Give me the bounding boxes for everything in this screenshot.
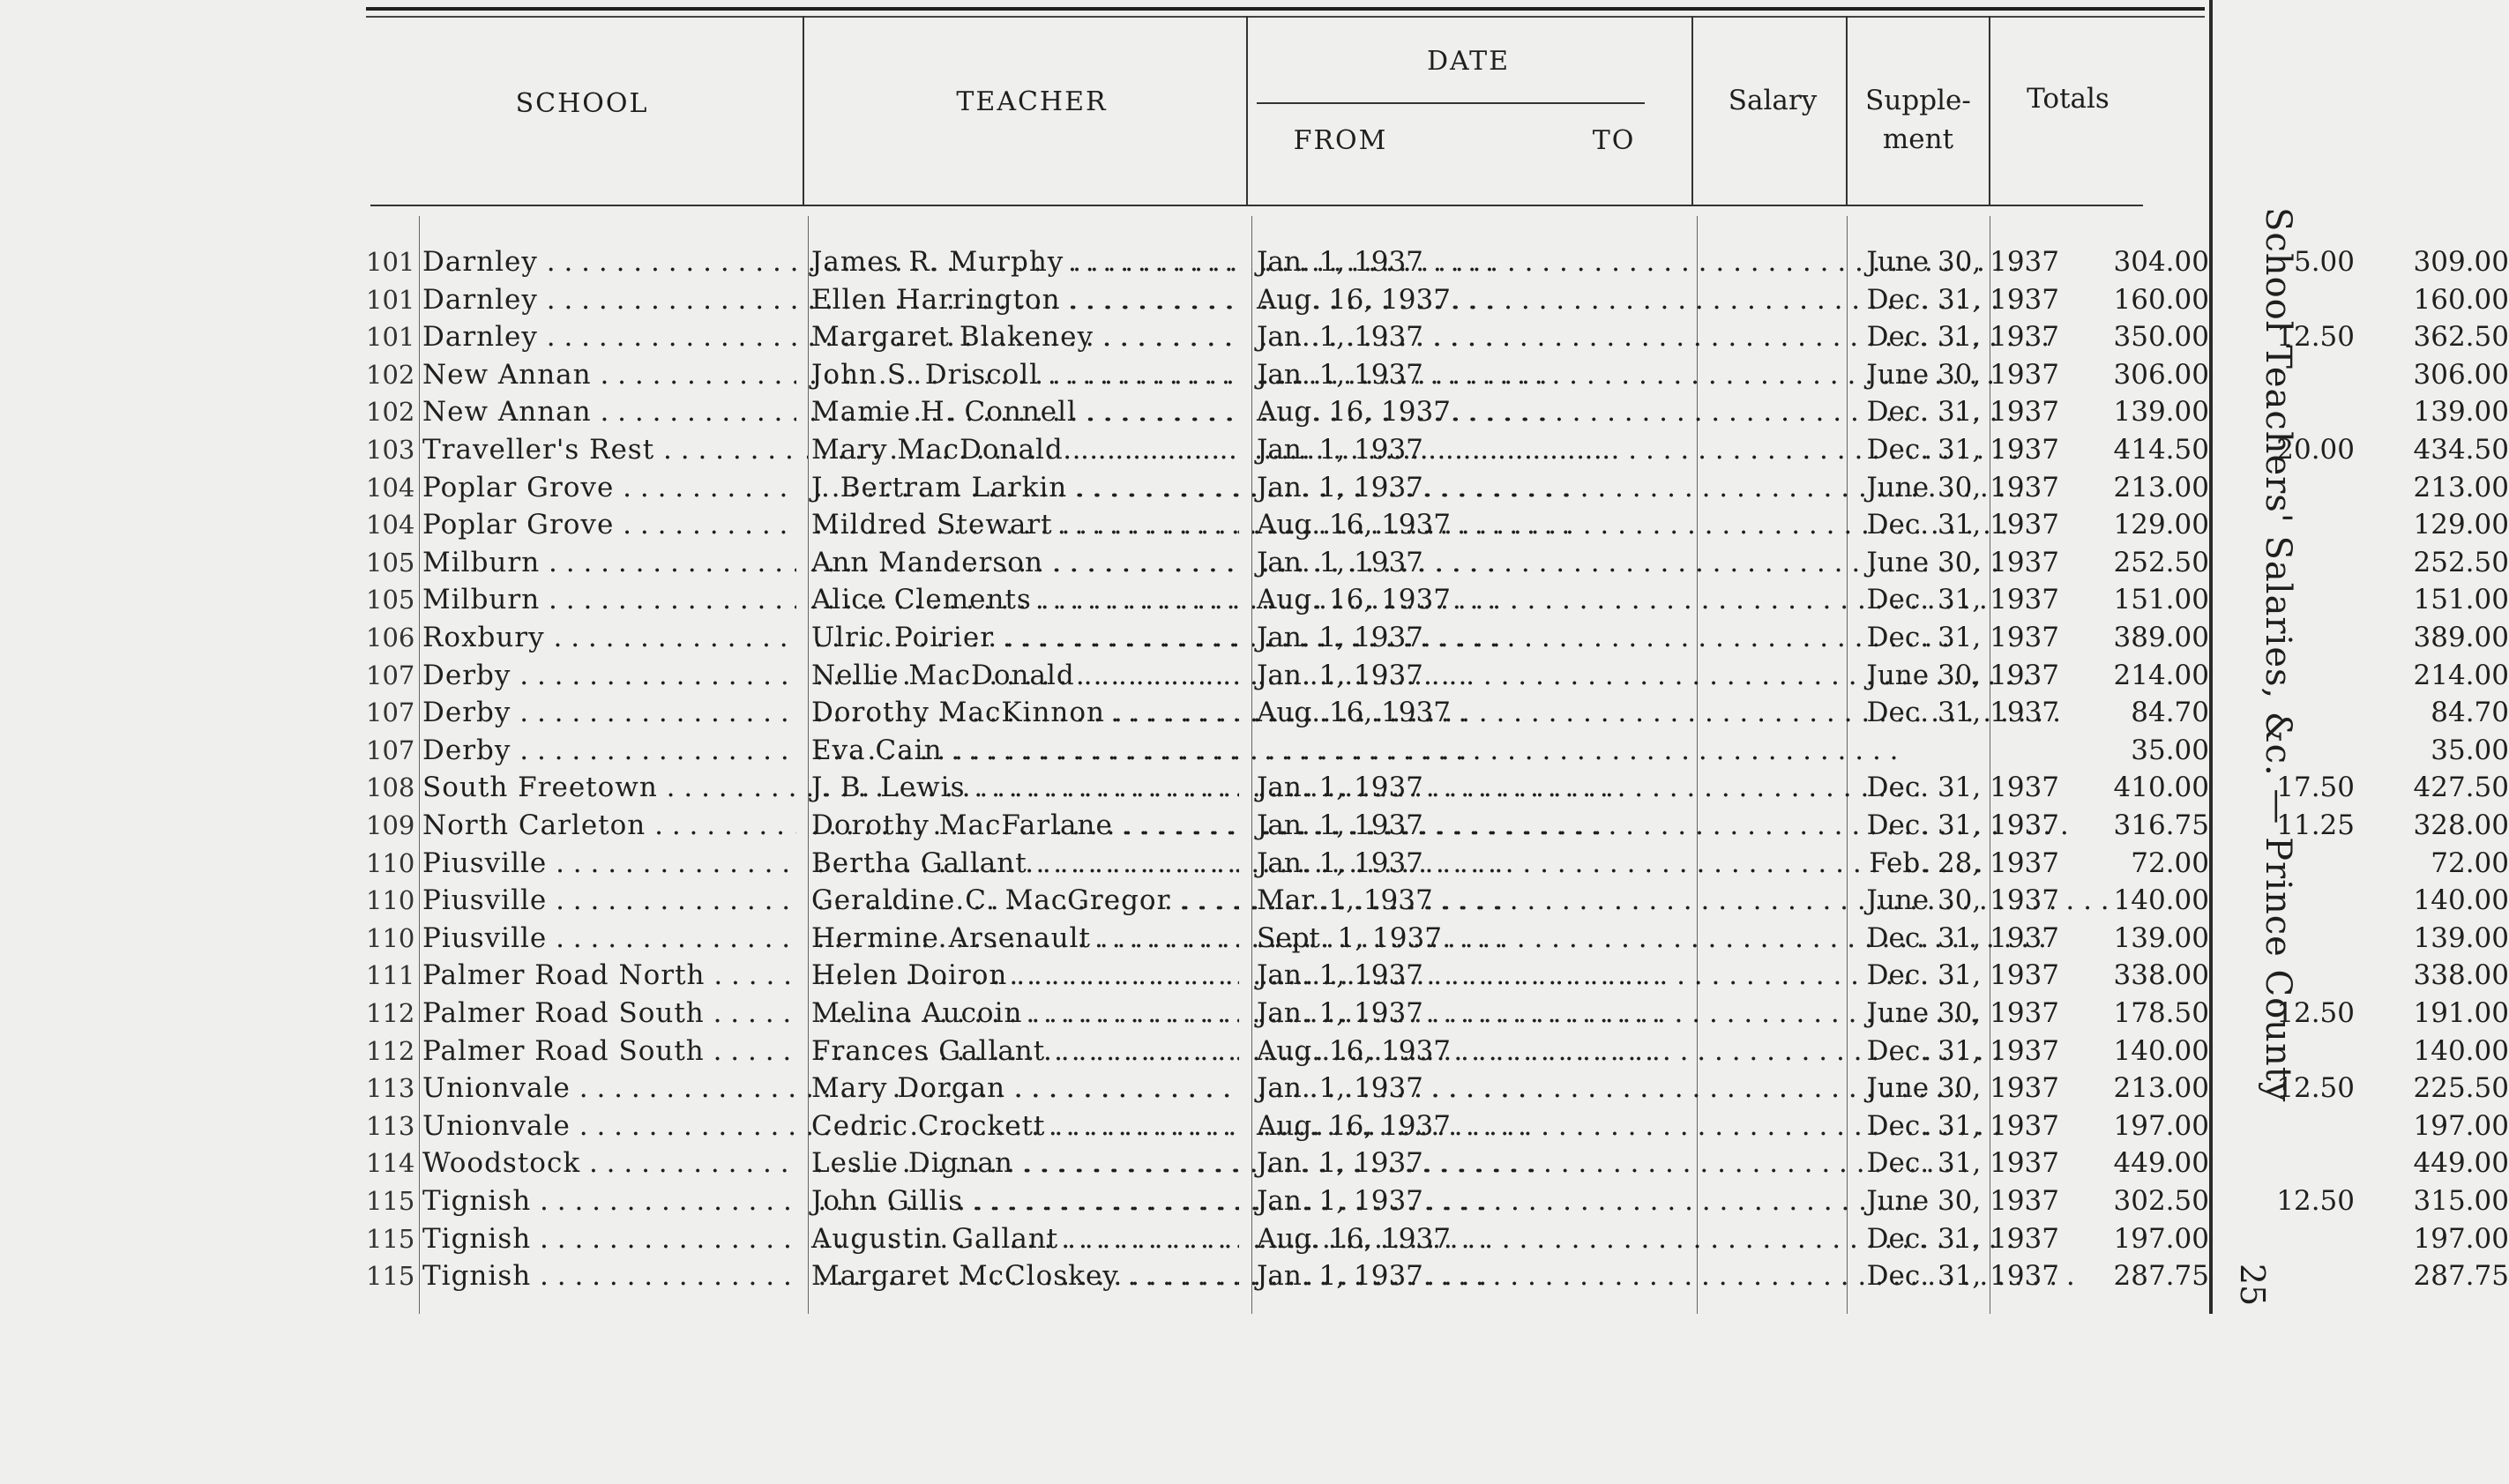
total-value: 214.00 (2413, 659, 2509, 691)
row-number: 106 (366, 623, 415, 653)
teacher-name: J. B. Lewis . . . (811, 769, 1605, 807)
row-number: 113 (366, 1110, 415, 1141)
salary-value: 213.00 (2113, 1072, 2209, 1105)
salary-value: 214.00 (2113, 659, 2209, 691)
date-to: Dec. 31, 1937 (1866, 509, 2059, 541)
total-value: 287.75 (2413, 1260, 2509, 1293)
date-from: Jan. 1, 1937 (1257, 1072, 1423, 1105)
supplement-value: 12.50 (2276, 1185, 2355, 1217)
teacher-name: John Gillis . . . (811, 1182, 1605, 1220)
total-value: 315.00 (2413, 1185, 2509, 1217)
salary-value: 35.00 (2131, 734, 2209, 766)
table-row (366, 243, 2509, 281)
row-number: 101 (366, 284, 415, 315)
total-value: 306.00 (2413, 358, 2509, 391)
row-number: 107 (366, 660, 415, 690)
teacher-name: Mary MacDonald . . . (811, 431, 1605, 469)
teacher-name: James R. Murphy . . . (811, 243, 1605, 281)
table-row (366, 920, 2509, 958)
teacher-name: Geraldine C. MacGregor . . . (811, 882, 1605, 920)
row-number: 112 (366, 998, 415, 1028)
table-row (366, 1107, 2509, 1145)
salary-value: 252.50 (2113, 546, 2209, 578)
school-name: Tignish . . . (422, 1220, 1163, 1258)
salary-value: 350.00 (2113, 321, 2209, 354)
table-row (366, 1033, 2509, 1070)
row-number: 115 (366, 1223, 415, 1254)
date-to: Dec. 31, 1937 (1866, 584, 2059, 616)
total-value: 197.00 (2413, 1222, 2509, 1255)
table-row (366, 544, 2509, 582)
table-row (366, 281, 2509, 319)
date-to: June 30, 1937 (1866, 1072, 2059, 1105)
column-rule (1251, 216, 1252, 1314)
column-rule (1989, 16, 1990, 205)
date-to: Dec. 31, 1937 (1866, 434, 2059, 466)
salary-value: 306.00 (2113, 358, 2209, 391)
school-name: Darnley . . . (422, 243, 1163, 281)
date-to: Dec. 31, 1937 (1866, 1222, 2059, 1255)
salary-value: 304.00 (2113, 246, 2209, 278)
row-number: 114 (366, 1148, 415, 1179)
school-name: Woodstock . . . (422, 1145, 1163, 1182)
table-row (366, 995, 2509, 1033)
total-value: 84.70 (2431, 697, 2509, 729)
date-from: Jan. 1, 1937 (1257, 959, 1423, 992)
supplement-header-line1: Supple- (1865, 85, 1971, 116)
row-number: 110 (366, 885, 415, 916)
date-from: Jan. 1, 1937 (1257, 1260, 1423, 1293)
date-to: June 30, 1937 (1866, 471, 2059, 503)
teacher-name: Leslie Dignan . . . (811, 1145, 1605, 1182)
teacher-name: Eva Cain . . . (811, 732, 1605, 770)
table-row (366, 657, 2509, 695)
salary-value: 160.00 (2113, 283, 2209, 316)
teacher-name: John S. Driscoll . . . (811, 356, 1605, 394)
school-name: Palmer Road North . . . (422, 957, 1163, 995)
supplement-value: 12.50 (2276, 997, 2355, 1029)
date-from: Jan. 1, 1937 (1257, 246, 1423, 278)
school-name: Poplar Grove . . . (422, 469, 1163, 507)
school-name: New Annan . . . (422, 393, 1163, 431)
school-name: Piusville . . . (422, 845, 1163, 883)
date-to: Feb. 28, 1937 (1869, 846, 2059, 879)
total-value: 160.00 (2413, 283, 2509, 316)
total-value: 140.00 (2413, 1034, 2509, 1067)
totals-header: Totals (2027, 83, 2110, 115)
school-name: Milburn . . . (422, 581, 1163, 619)
row-number: 104 (366, 472, 415, 503)
date-to: Dec. 31, 1937 (1866, 959, 2059, 992)
salary-value: 302.50 (2113, 1185, 2209, 1217)
school-name: New Annan . . . (422, 356, 1163, 394)
total-value: 140.00 (2413, 884, 2509, 917)
supplement-value: 11.25 (2276, 809, 2355, 841)
table-row (366, 469, 2509, 507)
row-number: 103 (366, 435, 415, 465)
date-from: Jan. 1, 1937 (1257, 997, 1423, 1029)
row-number: 107 (366, 697, 415, 728)
total-value: 191.00 (2413, 997, 2509, 1029)
supplement-value: 17.50 (2276, 772, 2355, 804)
school-name: Roxbury . . . (422, 619, 1163, 657)
date-to: June 30, 1937 (1866, 1185, 2059, 1217)
teacher-header: TEACHER (956, 86, 1108, 117)
table-row (366, 807, 2509, 845)
date-from: Jan. 1, 1937 (1257, 809, 1423, 841)
salary-value: 72.00 (2131, 846, 2209, 879)
date-to: Dec. 31, 1937 (1866, 697, 2059, 729)
supplement-header-line2: ment (1882, 123, 1954, 155)
total-value: 35.00 (2431, 734, 2509, 766)
teacher-name: Dorothy MacKinnon . . . (811, 694, 1605, 732)
school-name: Poplar Grove . . . (422, 506, 1163, 544)
salary-value: 414.50 (2113, 434, 2209, 466)
school-name: Palmer Road South . . . (422, 995, 1163, 1033)
supplement-value: 12.50 (2276, 321, 2355, 354)
salary-value: 197.00 (2113, 1109, 2209, 1142)
page-number: 25 (2233, 1263, 2273, 1307)
row-number: 110 (366, 922, 415, 953)
salary-value: 140.00 (2113, 884, 2209, 917)
teacher-name: Alice Clements . . . (811, 581, 1605, 619)
total-value: 197.00 (2413, 1109, 2509, 1142)
row-number: 107 (366, 735, 415, 765)
teacher-name: Hermine Arsenault . . . (811, 920, 1605, 958)
date-from: Aug. 16, 1937 (1257, 697, 1451, 729)
date-from: Sept. 1, 1937 (1257, 921, 1442, 954)
table-row (366, 1182, 2509, 1220)
salary-value: 389.00 (2113, 622, 2209, 653)
salary-header: Salary (1728, 85, 1818, 116)
salary-value: 449.00 (2113, 1147, 2209, 1180)
teacher-name: Ellen Harrington . . . (811, 281, 1605, 319)
date-from: Jan. 1, 1937 (1257, 321, 1423, 354)
from-header: FROM (1293, 125, 1388, 156)
date-from: Jan. 1, 1937 (1257, 546, 1423, 578)
school-name: North Carleton . . . (422, 807, 1163, 845)
supplement-value: 20.00 (2276, 434, 2355, 466)
salary-value: 139.00 (2113, 921, 2209, 954)
date-to: Dec. 31, 1937 (1866, 622, 2059, 653)
table-row (366, 356, 2509, 394)
date-from: Aug. 16, 1937 (1257, 1034, 1451, 1067)
table-row (366, 431, 2509, 469)
row-number: 115 (366, 1186, 415, 1216)
salary-value: 410.00 (2113, 772, 2209, 804)
date-from: Aug. 16, 1937 (1257, 396, 1451, 429)
school-name: Traveller's Rest . . . (422, 431, 1163, 469)
salary-value: 151.00 (2113, 584, 2209, 616)
salary-value: 338.00 (2113, 959, 2209, 992)
date-from: Jan. 1, 1937 (1257, 358, 1423, 391)
salary-value: 139.00 (2113, 396, 2209, 429)
total-value: 362.50 (2413, 321, 2509, 354)
school-name: Palmer Road South . . . (422, 1033, 1163, 1070)
date-to: June 30, 1937 (1866, 546, 2059, 578)
date-from: Jan. 1, 1937 (1257, 434, 1423, 466)
school-name: Derby . . . (422, 657, 1163, 695)
table-row (366, 957, 2509, 995)
date-from: Jan. 1, 1937 (1257, 846, 1423, 879)
page-edge (2209, 0, 2213, 1314)
school-name: Unionvale . . . (422, 1107, 1163, 1145)
row-number: 109 (366, 810, 415, 840)
date-to: June 30, 1937 (1866, 358, 2059, 391)
salary-value: 178.50 (2113, 997, 2209, 1029)
row-number: 112 (366, 1035, 415, 1066)
supplement-header (1852, 81, 1984, 159)
salary-value: 287.75 (2113, 1260, 2209, 1293)
supplement-value: 12.50 (2276, 1072, 2355, 1105)
table-row (366, 769, 2509, 807)
total-value: 129.00 (2413, 509, 2509, 541)
date-from: Aug. 16, 1937 (1257, 1222, 1451, 1255)
school-name: Tignish . . . (422, 1257, 1163, 1295)
school-name: Piusville . . . (422, 882, 1163, 920)
date-to: Dec. 31, 1937 (1866, 1109, 2059, 1142)
total-value: 72.00 (2431, 846, 2509, 879)
teacher-name: Margaret Blakeney . . . (811, 318, 1605, 356)
row-number: 104 (366, 510, 415, 541)
salary-value: 213.00 (2113, 471, 2209, 503)
date-to: June 30, 1937 (1866, 659, 2059, 691)
row-number: 110 (366, 847, 415, 878)
school-header: SCHOOL (515, 88, 649, 119)
date-from: Mar. 1, 1937 (1257, 884, 1433, 917)
salary-value: 140.00 (2113, 1034, 2209, 1067)
total-value: 225.50 (2413, 1072, 2509, 1105)
date-to: Dec. 31, 1937 (1866, 396, 2059, 429)
row-number: 101 (366, 247, 415, 277)
school-name: Derby . . . (422, 694, 1163, 732)
school-name: South Freetown . . . (422, 769, 1163, 807)
to-header: TO (1592, 125, 1636, 156)
column-rule (808, 216, 809, 1314)
school-name: Milburn . . . (422, 544, 1163, 582)
school-name: Darnley . . . (422, 281, 1163, 319)
row-number: 105 (366, 585, 415, 615)
total-value: 338.00 (2413, 959, 2509, 992)
row-number: 102 (366, 359, 415, 390)
table-row (366, 694, 2509, 732)
teacher-name: Frances Gallant . . . (811, 1033, 1605, 1070)
dot-leader-mask (796, 220, 807, 1314)
school-name: Tignish . . . (422, 1182, 1163, 1220)
school-name: Unionvale . . . (422, 1070, 1163, 1107)
teacher-name: Melina Aucoin . . . (811, 995, 1605, 1033)
date-from: Jan. 1, 1937 (1257, 471, 1423, 503)
date-from: Aug. 16, 1937 (1257, 1109, 1451, 1142)
date-header: DATE (1427, 46, 1510, 77)
dot-leader-mask (1239, 220, 1251, 1314)
supplement-value: 5.00 (2293, 246, 2355, 278)
total-value: 389.00 (2413, 622, 2509, 653)
salary-value: 197.00 (2113, 1222, 2209, 1255)
date-to: Dec. 31, 1937 (1866, 1147, 2059, 1180)
date-to: Dec. 31, 1937 (1866, 1034, 2059, 1067)
teacher-name: Nellie MacDonald . . . (811, 657, 1605, 695)
table-row (366, 619, 2509, 657)
table-row (366, 393, 2509, 431)
table-row (366, 732, 2509, 770)
top-rule (366, 7, 2205, 11)
date-to: Dec. 31, 1937 (1866, 772, 2059, 804)
school-name: Darnley . . . (422, 318, 1163, 356)
row-number: 102 (366, 397, 415, 428)
date-from: Jan. 1, 1937 (1257, 1185, 1423, 1217)
teacher-name: Mary Dorgan . . . (811, 1070, 1605, 1107)
table-row (366, 581, 2509, 619)
column-rule (803, 16, 804, 205)
total-value: 449.00 (2413, 1147, 2509, 1180)
table-row (366, 1145, 2509, 1182)
table-row (366, 506, 2509, 544)
column-rule (1246, 16, 1248, 205)
date-to: June 30, 1937 (1866, 997, 2059, 1029)
column-rule (1691, 16, 1693, 205)
date-from: Jan. 1, 1937 (1257, 659, 1423, 691)
teacher-name: Ulric Poirier . . . (811, 619, 1605, 657)
date-from: Aug. 16, 1937 (1257, 584, 1451, 616)
table-row (366, 1220, 2509, 1258)
row-number: 101 (366, 322, 415, 353)
column-rule (1846, 16, 1848, 205)
table-row (366, 882, 2509, 920)
total-value: 151.00 (2413, 584, 2509, 616)
total-value: 427.50 (2413, 772, 2509, 804)
teacher-name: Augustin Gallant . . . (811, 1220, 1605, 1258)
row-number: 108 (366, 772, 415, 803)
date-from: Aug. 16, 1937 (1257, 509, 1451, 541)
table-row (366, 845, 2509, 883)
date-to: June 30, 1937 (1866, 246, 2059, 278)
table-row (366, 1070, 2509, 1107)
date-from: Jan. 1, 1937 (1257, 772, 1423, 804)
teacher-name: Margaret McCloskey . . . (811, 1257, 1605, 1295)
teacher-name: Dorothy MacFarlane . . . (811, 807, 1605, 845)
total-value: 328.00 (2413, 809, 2509, 841)
row-number: 111 (366, 960, 415, 991)
salary-value: 84.70 (2131, 697, 2209, 729)
date-to: Dec. 31, 1937 (1866, 921, 2059, 954)
school-name: Piusville . . . (422, 920, 1163, 958)
teacher-name: J. Bertram Larkin . . . (811, 469, 1605, 507)
total-value: 213.00 (2413, 471, 2509, 503)
side-title: School Teachers' Salaries, &c. — Prince County (2258, 207, 2298, 1103)
date-from: Jan. 1, 1937 (1257, 622, 1423, 653)
total-value: 252.50 (2413, 546, 2509, 578)
date-to: June 30, 1937 (1866, 884, 2059, 917)
date-rule (1257, 102, 1645, 104)
date-from: Aug. 16, 1937 (1257, 283, 1451, 316)
date-to: Dec. 31, 1937 (1866, 283, 2059, 316)
teacher-name: Cedric Crockett . . . (811, 1107, 1605, 1145)
teacher-name: Bertha Gallant . . . (811, 845, 1605, 883)
date-from: Jan. 1, 1937 (1257, 1147, 1423, 1180)
total-value: 434.50 (2413, 434, 2509, 466)
total-value: 139.00 (2413, 921, 2509, 954)
total-value: 139.00 (2413, 396, 2509, 429)
teacher-name: Ann Manderson . . . (811, 544, 1605, 582)
salary-value: 129.00 (2113, 509, 2209, 541)
teacher-name: Helen Doiron . . . (811, 957, 1605, 995)
date-to: Dec. 31, 1937 (1866, 321, 2059, 354)
top-rule-thin (366, 16, 2205, 18)
teacher-name: Mamie H. Connell . . . (811, 393, 1605, 431)
header-rule (370, 205, 2143, 206)
date-to: Dec. 31, 1937 (1866, 1260, 2059, 1293)
row-number: 113 (366, 1073, 415, 1104)
table-row (366, 318, 2509, 356)
row-number: 115 (366, 1261, 415, 1292)
total-value: 309.00 (2413, 246, 2509, 278)
salary-value: 316.75 (2113, 809, 2209, 841)
school-name: Derby . . . (422, 732, 1163, 770)
row-number: 105 (366, 547, 415, 578)
teacher-name: Mildred Stewart . . . (811, 506, 1605, 544)
date-to: Dec. 31, 1937 (1866, 809, 2059, 841)
